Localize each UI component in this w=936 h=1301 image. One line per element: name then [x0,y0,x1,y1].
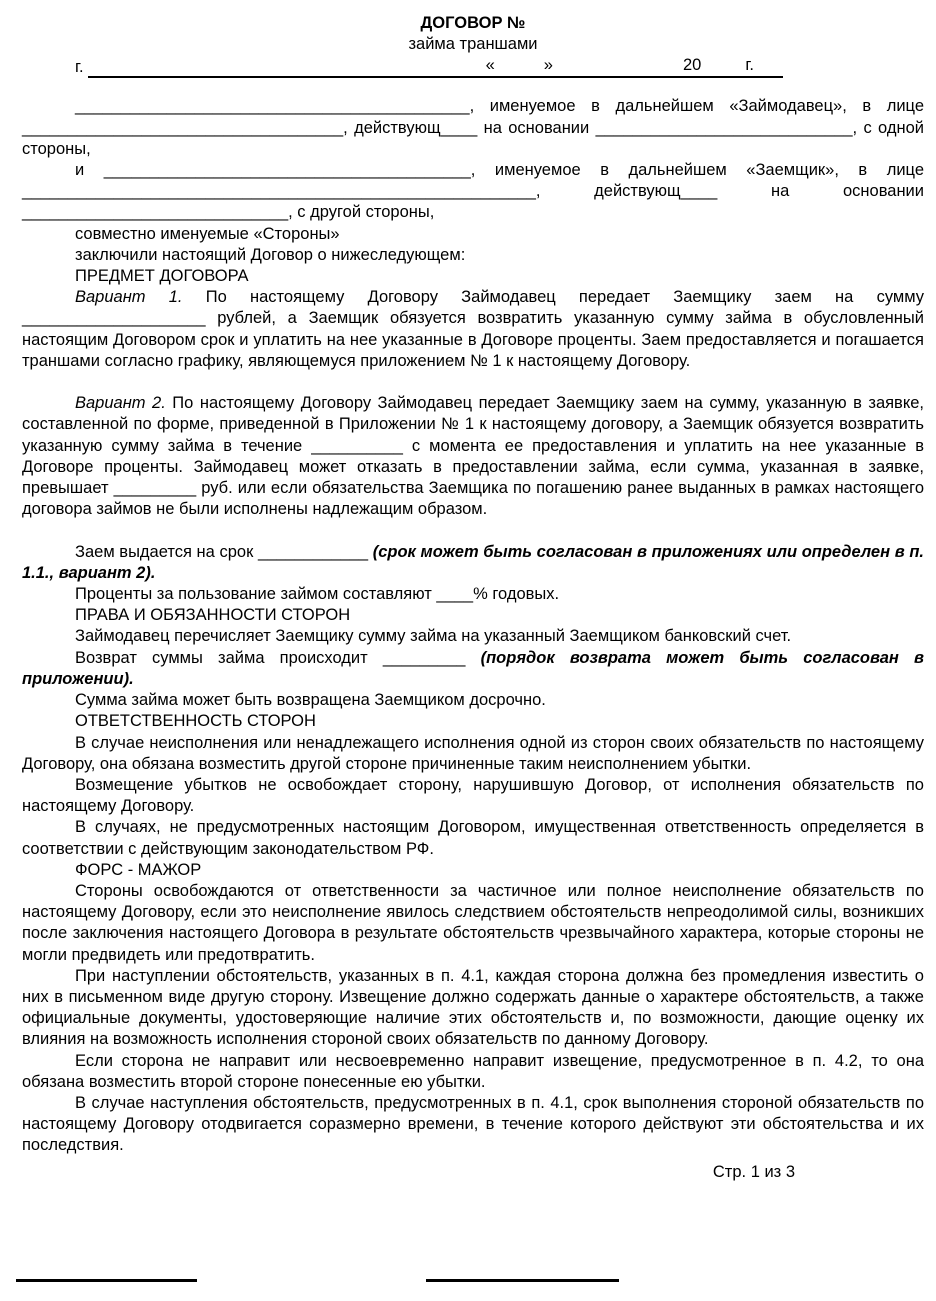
text-run: заключили настоящий Договор о нижеследующем: [75,245,466,264]
variant-1 [22,287,924,372]
text-run: При наступлении обстоятельств, указанных в п. 4.1, каждая сторона должна без промедления известить о них в письменном виде другую сторону. Извещение должно содержать данные о характере обстоятельств, а также официальные документы, удостоверяющие наличие этих обстоятельств и, по возможности, дающие оценку их влияния на возможность исполнения стороной своих обязательств по данному Договору. [22,966,924,1049]
text-run: В случае наступления обстоятельств, предусмотренных в п. 4.1, срок выполнения стороной обязательств по настоящему Договору отодвигается соразмерно времени, в течение которого действуют эти обстоятельства и их последствия. [22,1093,924,1155]
text-run: Вариант 1. [75,288,183,307]
blank-line [22,372,924,393]
early-repayment [22,690,924,711]
text-run: Сумма займа может быть возвращена Заемщиком досрочно. [75,691,546,710]
text-run: Возмещение убытков не освобождает сторону, нарушившую Договор, от исполнения обязательств по настоящему Договору. [22,775,924,816]
text-run: Проценты за пользование займом составляют ____% годовых. [75,585,560,604]
year-suffix-label: г. [745,56,754,75]
liability-other-cases [22,817,924,859]
liability-breach [22,733,924,775]
document-body [22,96,924,1156]
force-majeure-release [22,881,924,966]
parties-collective [22,224,924,245]
document-subtitle: займа траншами [408,35,538,54]
text-run: Стороны освобождаются от ответственности за частичное или полное неисполнение обязательств по настоящему Договору, если это неисполнение явилось следствием обстоятельств непреодолимой силы, возникших после заключения настоящего Договора в результате обстоятельств чрезвычайного характера, которые стороны не могли предвидеть или предотвратить. [22,881,924,964]
text-run: Займодавец перечисляет Заемщику сумму займа на указанный Заемщиком банковский счет. [75,627,792,646]
blank-line [22,520,924,541]
loan-term [22,542,924,584]
signature-line-left [16,1279,197,1282]
party-lender [22,96,924,160]
conclusion-intro [22,245,924,266]
day-close-quote: » [543,56,553,75]
text-run: В случае неисполнения или ненадлежащего исполнения одной из сторон своих обязательств по настоящему Договору, она обязана возместить другой стороне причиненные таким неисполнением убытки. [22,733,924,773]
text-run: По настоящему Договору Займодавец передает Заемщику заем на сумму, указанную в заявке, составленной по форме, приведенной в Приложении № 1 к настоящему договору, а Заемщик обязуется возвратить указанную сумму займа в течение __________ с момента ее предоставления и уплатить на нее указанные в Договоре проценты. Займодавец может отказать в предоставлении займа, если сумма, указанная в заявке, превышает _________ руб. или если обязательства Заемщика по погашению ранее выданных в рамках настоящего договора займов не были исполнены надлежащим образом. [22,394,924,519]
date-line [22,55,924,78]
party-borrower [22,160,924,224]
year-prefix-label: 20 [682,56,702,75]
section-heading-rights [22,605,924,626]
text-run: (срок может быть согласован в приложениях или определен в п. 1.1., вариант 2). [22,542,924,582]
force-majeure-late-notice [22,1051,924,1093]
text-run: ПРЕДМЕТ ДОГОВОРА [75,267,249,286]
force-majeure-postponement [22,1093,924,1157]
text-run: В случаях, не предусмотренных настоящим Договором, имущественная ответственность определяется в соответствии с действующим законодательством РФ. [22,818,924,858]
text-run: Вариант 2. [75,394,166,413]
repayment-order [22,648,924,690]
page-number: Стр. 1 из 3 [712,1162,795,1181]
variant-2 [22,393,924,520]
section-heading-force-majeure [22,860,924,881]
text-run: совместно именуемые «Стороны» [75,224,340,243]
text-run: ФОРС - МАЖОР [75,860,202,879]
text-run: По настоящему Договору Займодавец передает Заемщику заем на сумму ____________________ рублей, а Заемщик обязуется возвратить указанную сумму займа в обусловленный настоящим Договором срок и уплатить на нее указанные в Договоре проценты. Заем предоставляется и погашается траншами согласно графику, являющемуся приложением № 1 к настоящему Договору. [22,288,925,370]
document-title: ДОГОВОР № [420,14,526,32]
text-run: Возврат суммы займа происходит _________ [75,648,481,667]
section-heading-liability [22,711,924,732]
city-prefix-label: г. [75,58,84,77]
date-fill-line [88,53,783,78]
text-run: (порядок возврата может быть согласован в приложении). [22,648,925,688]
day-open-quote: « [485,56,495,75]
interest-rate [22,584,924,605]
section-heading-subject [22,266,924,287]
signature-line-right [426,1279,619,1282]
force-majeure-notice [22,966,924,1051]
text-run: Если сторона не направит или несвоевременно направит извещение, предусмотренное в п. 4.2, то она обязана возместить второй стороне понесенные ею убытки. [22,1051,924,1091]
liability-compensation [22,775,924,817]
loan-transfer [22,626,924,647]
text-run: ПРАВА И ОБЯЗАННОСТИ СТОРОН [75,606,351,625]
text-run: и ________________________________________, именуемое в дальнейшем «Заемщик», в лице ________________________________________________________, действующ____ на основании _____________________________, с другой стороны, [22,161,924,222]
text-run: ___________________________________________, именуемое в дальнейшем «Займодавец», в лице ___________________________________, действующ____ на основании ____________________________, с одной стороны, [22,97,924,158]
text-run: Заем выдается на срок ____________ [75,542,373,561]
text-run: ОТВЕТСТВЕННОСТЬ СТОРОН [75,712,316,731]
